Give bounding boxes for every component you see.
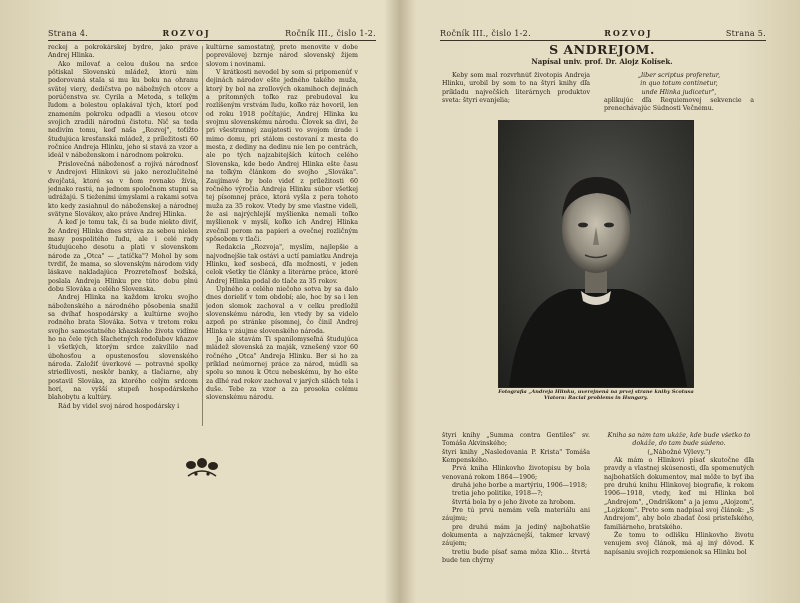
right-column-2 (604, 432, 754, 600)
paragraph: Ak mám o Hlinkovi písať skutočne dľa pravdy a vlastnej skúsenosti, dľa spomenutých najbohatších dokumentov, mal môže to byť iba pre druhú knihu Hlinkovej biografie, k rokom 1906—1918, vtedy, keď mi Hlinka bol „Andrejom", „Ondriškom" a ja jemu „Alojzom", „Lojzkom". Preto som nadpísal svoj článok: „S Andrejom", aby bolo zbadať čosi pristeľského, familiárneho, bratského. (604, 457, 754, 531)
paragraph: Rád by videl svoj národ hospodársky i (58, 402, 180, 410)
intro-column-1 (442, 72, 590, 116)
article-title: S ANDREJOM. (549, 42, 655, 57)
paragraph: štyri knihy „Nasledovania P. Krista" Tomáša Kempenského. (442, 448, 590, 465)
floral-ornament-icon (184, 456, 220, 480)
paragraph: kultúrne samostatný, preto menovite v dobe popreválovej bzrnje národ slovenský žijem slovom i novinami. (206, 44, 358, 68)
portrait-photo (498, 120, 694, 388)
quote-source: („Nábožné Výlevy.") (647, 448, 711, 456)
intro-column-2 (604, 72, 754, 116)
paragraph: druhá jeho borbe a martýriu, 1906—1918; (452, 482, 588, 490)
paragraph: reckej a pokrokárskej bydre, jako práve Andrej Hlinka. (48, 44, 198, 60)
paragraph: tretiu bude písať sama môza Klio... štvrtá bude ten chýrny (442, 548, 590, 565)
article-author: Napísal univ. prof. Dr. Alojz Kolísek. (531, 57, 673, 66)
paragraph: štyri knihy „Summa contra Gentiles" sv. Tomáša Akvinského; (442, 432, 590, 448)
paragraph: Ako milovať a celou dušou na srdce pôtiskal Slovenskú mládež, ktorú nim podorovaná stala si mu ku boku na ohranu svätej viery, dedičstva po nábožných otcov a porúčenstva sv. Cyrila a Metoda, s telkým ľudom a bolestou oplakával tých, ktorí pod znamením pokroku odpadli a viesou otcov svojich zradili národnú čistotu. Nič sa teda nedivím tomu, keď naša „Rozvoj", toťižto študujúca kresťanská mládež, z príležitosti 60 ročnice Andreja Hlinku, jeho si stavá za vzor a ideál v náboženskom i národnom pokroku. (48, 60, 198, 160)
paragraph: Keby som mal rozvrhnúť životopis Andreja Hlinku, urobil by som to na štyri knihy dľa príkladu največších literárnych produktov sveta: štyri evanjelia; (442, 72, 590, 105)
priest-portrait-icon (499, 121, 693, 387)
paragraph: Pre tú prvú nemám veľa materiálu ani záujmu; (442, 507, 590, 523)
paragraph: tretia jeho politike, 1918—?; (452, 490, 543, 498)
right-page (402, 0, 800, 603)
paragraph: pre druhú mám ja jediný najbohatšie dokumenta a najvzácnejší, takmer krvavý záujem; (442, 523, 590, 548)
right-page-header (440, 24, 766, 41)
paragraph: Že tomu to odlišku Hlinkovho životu venujem svoj článok, má aj iný dôvod. K napísaniu svojich rozpomienok sa Hlinku bol (604, 532, 754, 556)
latin-quote-line: in quo totum continetur, (640, 80, 718, 88)
page-number: Strana 5. (725, 29, 766, 38)
left-column-2 (206, 44, 358, 430)
paragraph: štvrtá bola by o jeho živote za hrobom. (452, 498, 576, 506)
latin-quote-line: „liber scriptus proferetur, (637, 72, 721, 79)
paragraph: aplikujúc dľa Requiemovej sekvencie a prenechávajúc Súdnosti Večnému. (604, 97, 754, 113)
page-number: Strana 4. (48, 29, 89, 38)
latin-quote-line: unde Hlinka judicetur", (641, 88, 717, 96)
right-column-1 (442, 432, 590, 600)
left-page-header (48, 24, 376, 41)
paragraph: Ja ale stavám Ti spanilomyseľná študujúca mládež slovenská za maják, vznešený vzor 60 ročného „Otca" Andreja Hlinku. Ber si ho za príklad neúmornej práce za národ, múdli sa spolu so mnou k Otcu nebeskému, by ho ešte za dlhé rad rokov zachoval v jarých silách tela i duše. Tebe za vzor a za prosoka celému slovenskému národu. (206, 336, 358, 402)
quote: Kniha sa nám tam ukáže, kde bude všetko to dokáže, do tam bude súdeno. (607, 432, 751, 448)
left-page (0, 0, 398, 603)
photo-caption: Fotografia „Andreja Hlinku, uverejnená na prvej strane knihy Scotusa Viatora: Racial problems in Hungary. (498, 389, 694, 401)
volume-issue: Ročník III., čislo 1-2. (440, 29, 531, 38)
paragraph: Prislovečná náboženosť a rojívá národnosť v Andrejovi Hlinkovi sú jako nerozlučitelné dvojčatá, ktoré sa v ňom rovnako žívia, jednako rastú, na jednom spoločnom stupni sa udrážajú. S tieženími úmyslami a rakami sotva kto kedy zasiahnul do náboženskej a národnej svätyne Slovákov, ako práve Andrej Hlinka. (48, 160, 198, 218)
paragraph: Prvá kniha Hlinkovho životopisu by bola venovaná rokom 1864—1906; (442, 465, 590, 481)
journal-name: ROZVOJ (604, 28, 653, 38)
journal-name: ROZVOJ (162, 28, 211, 38)
paragraph: Úplného a celého niečoho sotva by sa dalo dnes dorieliť v tom období; ale, hoc by sa i len jedon slomok zachoval a v celku predložil slovenskému národu, len vtedy by sa videlo azpoň po stránke písomnej, čo činil Andrej Hlinka v záujme slovenského národa. (206, 285, 358, 335)
paragraph: A keď je tomu tak, či sa bude niekto diviť, že Andrej Hlinka dnes stráva za sebou nielen masy pospolitého ľudu, ale i celé rady študujúceho desotu a plati v slovenskom národe za „Otca" — „tatíčka"? Mohol by som tvrdiť, že mama, so slovenským národom vidy láskave nakladajúca Prozreteľnosť božská, poslala Andreja Hlinku pre túto dobu plnú dobu Slováka a celého Slovenska. (48, 219, 198, 293)
volume-issue: Ročník III., čislo 1-2. (285, 29, 376, 38)
left-column-1 (48, 44, 198, 430)
column-divider (202, 46, 203, 426)
paragraph: Redakcia „Rozvoja", myslím, najlepšie a najvodnejšie tak ostávi a uctí pamiatku Andreja Hlinku, keď sosbecá, dľa možnosti, v jeden celok všetky tie články a literárne práce, ktoré Andrej Hlinka podal do tlače za 35 rokov. (206, 244, 358, 285)
paragraph: Andrej Hlinka na každom kroku svojho náboženského a národného pôsobenia snažil sa dvíhať hospodársky a kultúrne svojho rodného brata Slováka. Sotva v tretom roku svojho samostatného kňazského života vidíme ho na čele tých šľachetných rodoľubov kňazov i všetkých, ktorým srdce zakvílilo nad úbohosťou a opustenosťou slovenského národa. Založiť úverkové — potravné spolky striedlivosti, neskôr banky, a tlačiarne, aby postavil Slováka, za ktorého celým srdcom horí, na vyšší stupeň hospodárskeho blahobytu a kultúry. (48, 294, 198, 402)
paragraph: V krátkosti nevodel by som si pripomenúť v dejinách národov ešte jedného takého muža, ktorý by bol na zrollových okamihoch dejinách a prítomných toľko raz prebudoval ku rozlíšeným vrstvám ľudu, koľko ráz hovoril, len od roku 1918 počítajúc, Andrej Hlinka ku svojmu slovenskému národu. Človek sa divi, že pri všestrannej zaujatosti vo svojom úrade i mimo domu, pri stálom cestovaní z mesta do mesta, z dediny na dedinu nie len po centrách, ale po tých najzabitejších kútoch celého Slovenska, kde bedo Andrej Hlinka ešte času na toľkým článkom do svojho „Slováka". Zaujímavé by bolo videť z príležitosti 60 ročného výročia Andreja Hlinku súbor všetkej tej písomnej práce, ktorá vyšla z pera tohoto muža za 35 rokov. Vtedy by sme vlastne videli, že asi najrýchlejší myšlienka nemali toľko myšlienok v myslí, koľko ich Andrej Hlinka zvečnil perom na papieri a ovečnej rozličným spôsobom v tlači. (206, 69, 358, 243)
